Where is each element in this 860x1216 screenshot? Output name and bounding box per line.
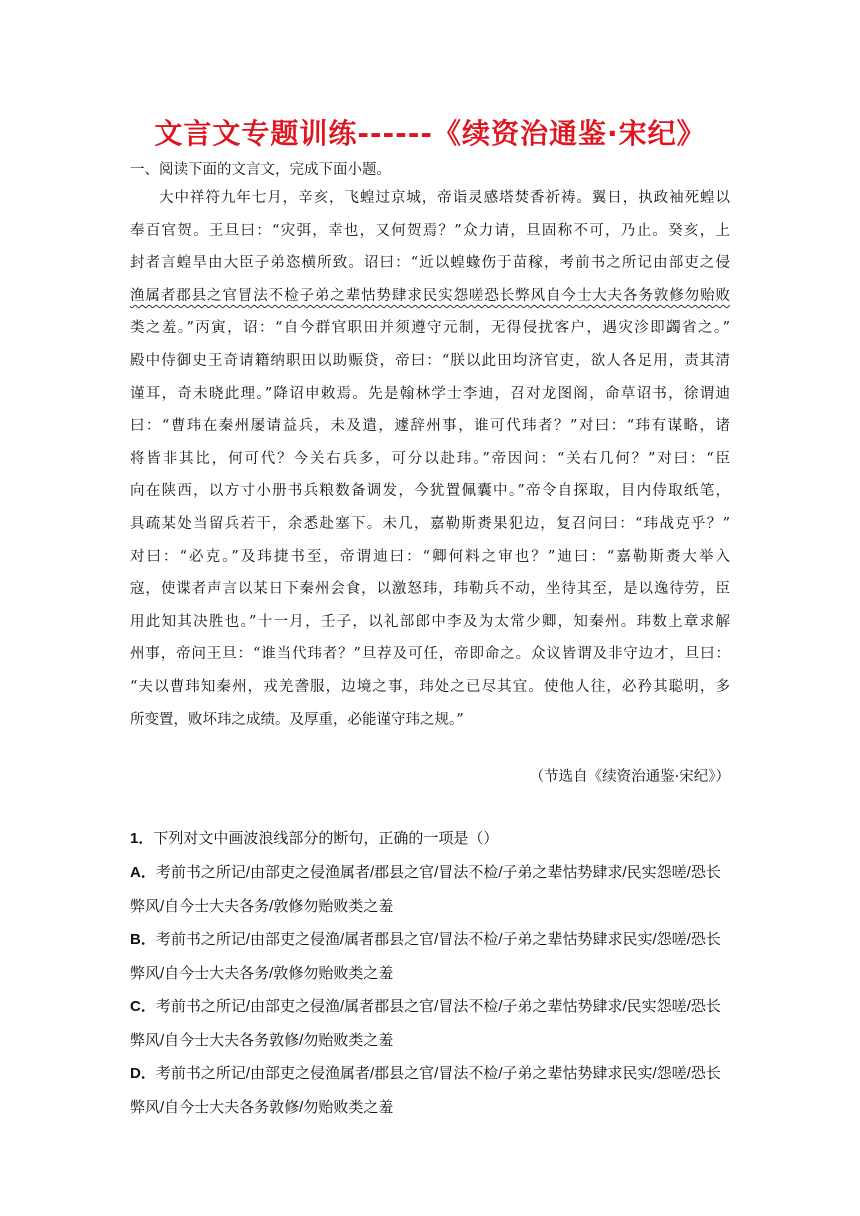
option-text: 考前书之所记/由部吏之侵渔属者/郡县之官/冒法不检/子弟之辈怙势肆求/民实怨嗟/恐长 (155, 864, 721, 881)
passage-line: 用此知其决胜也。”十一月，壬子，以礼部郎中李及为太常少卿，知秦州。玮数上章求解 (130, 613, 730, 630)
option-text: 考前书之所记/由部吏之侵渔属者/郡县之官/冒法不检/子弟之辈怙势肆求民实/怨嗟/恐长 (155, 1065, 721, 1082)
passage-line: 类之羞。”丙寅，诏：“自今群官职田并须遵守元制，无得侵扰客户，遇灾沴即蠲省之。” (130, 320, 730, 337)
option-text-cont: 弊风/自今士大夫各务敦修/勿贻败类之羞 (130, 1031, 394, 1049)
option-text: 考前书之所记/由部吏之侵渔/属者郡县之官/冒法不检/子弟之辈怙势肆求/民实怨嗟/恐长 (155, 998, 721, 1015)
passage-line: 封者言蝗旱由大臣子弟恣横所致。诏曰：“近以蝗蝝伤于苗稼，考前书之所记由部吏之侵 (130, 255, 730, 272)
source-citation: （节选自《续资治通鉴·宋纪》） (529, 769, 730, 785)
passage (130, 182, 730, 736)
passage-line: 谨耳，奇未晓此理。”降诏申敕焉。先是翰林学士李迪，召对龙图阁，命草诏书，徐谓迪 (130, 385, 730, 402)
option-label: B． (130, 931, 156, 948)
option-text-cont: 弊风/自今士大夫各务敦修/勿贻败类之羞 (130, 1098, 394, 1116)
option-c[interactable] (130, 990, 735, 1057)
passage-line-wavy: 渔属者郡县之官冒法不检子弟之辈怙势肆求民实怨嗟恐长弊风自今士大夫各务敦修勿贻败 (130, 287, 730, 304)
passage-line: 寇，使谍者声言以某日下秦州会食，以激怒玮，玮勒兵不动，坐待其至，是以逸待劳，臣 (130, 581, 730, 598)
option-label: C． (130, 998, 156, 1015)
passage-line: 具疏某处当留兵若干，余悉赴塞下。未几，嘉勒斯赉果犯边，复召问曰：“玮战克乎？” (130, 515, 730, 532)
question-1 (130, 822, 735, 1124)
option-label: A． (130, 864, 156, 881)
passage-line: 将皆非其比，何可代？今关右兵多，可分以赴玮。”帝因问：“关右几何？”对曰：“臣 (130, 450, 730, 467)
passage-line: 奉百官贺。王旦曰：“灾弭，幸也，又何贺焉？”众力请，旦固称不可，乃止。癸亥，上 (130, 222, 730, 239)
question-stem-text: 下列对文中画波浪线部分的断句，正确的一项是（） (153, 830, 499, 847)
document-title: 文言文专题训练------《续资治通鉴·宋纪》 (154, 117, 706, 150)
section-heading: 一、阅读下面的文言文，完成下面小题。 (130, 162, 391, 178)
passage-line: 州事，帝问王旦：“谁当代玮者？”旦荐及可任，帝即命之。众议皆谓及非守边才，旦曰： (130, 646, 730, 663)
option-text-cont: 弊风/自今士大夫各务/敦修勿贻败类之羞 (130, 964, 394, 982)
option-text: 考前书之所记/由部吏之侵渔/属者郡县之官/冒法不检/子弟之辈怙势肆求民实/怨嗟/恐长 (155, 931, 721, 948)
option-label: D． (130, 1065, 156, 1082)
passage-line: 对曰：“必克。”及玮捷书至，帝谓迪曰：“卿何料之审也？”迪曰：“嘉勒斯赉大举入 (130, 548, 730, 565)
option-d[interactable] (130, 1057, 735, 1124)
passage-line: 所变置，败坏玮之成绩。及厚重，必能谨守玮之规。” (130, 711, 464, 728)
passage-line: 曰：“曹玮在秦州屡请益兵，未及遣，遽辞州事，谁可代玮者？”对曰：“玮有谋略，诸 (130, 418, 730, 435)
option-b[interactable] (130, 923, 735, 990)
question-number: 1． (130, 830, 154, 847)
passage-line: 殿中侍御史王奇请籍纳职田以助赈贷，帝曰：“朕以此田均济官吏，欲人各足用，责其清 (130, 352, 730, 369)
option-a[interactable] (130, 856, 735, 923)
question-stem (130, 822, 735, 856)
passage-line: 大中祥符九年七月，辛亥，飞蝗过京城，帝诣灵感塔焚香祈祷。翼日，执政袖死蝗以 (159, 190, 730, 206)
passage-line: “夫以曹玮知秦州，戎羌詟服，边境之事，玮处之已尽其宜。使他人往，必矜其聪明，多 (130, 678, 730, 695)
passage-line: 向在陕西，以方寸小册书兵粮数备调发，今犹置佩囊中。”帝令自探取，目内侍取纸笔， (130, 483, 730, 500)
option-text-cont: 弊风/自今士大夫各务/敦修勿贻败类之羞 (130, 897, 394, 915)
